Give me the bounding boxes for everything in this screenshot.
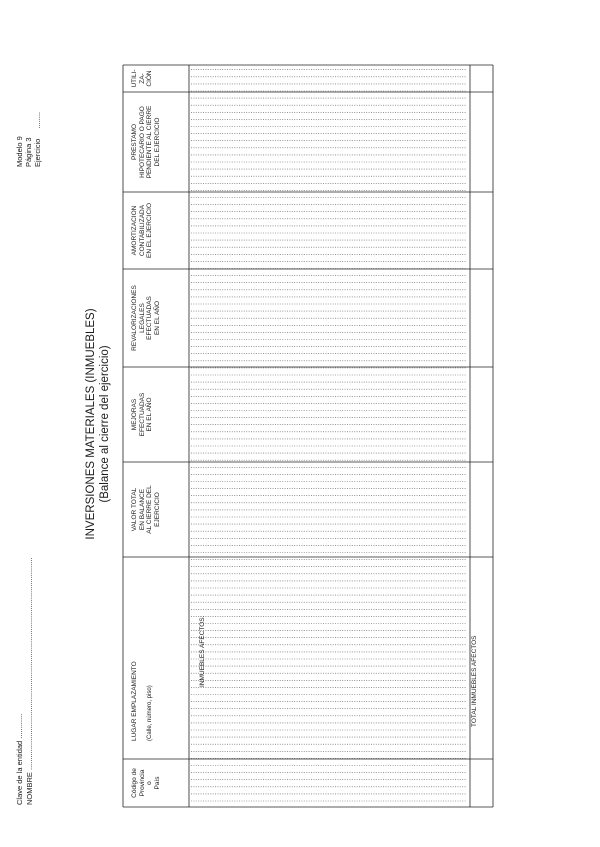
- page-label: Página 3: [24, 137, 33, 167]
- entity-key-label: Clave de la entidad: [15, 740, 24, 805]
- model-label: Modelo 9: [15, 136, 24, 167]
- page-title: INVERSIONES MATERIALES (INMUEBLES): [85, 308, 97, 540]
- column-header-line: CIÓN: [146, 70, 153, 87]
- column-header-line: LEGALES: [138, 303, 146, 333]
- column-header-line: o: [146, 781, 153, 785]
- column-header-8: [131, 67, 154, 90]
- exercise-field[interactable]: ........: [33, 111, 42, 129]
- entity-key-field[interactable]: ............: [15, 713, 24, 739]
- column-header-line: AL CIERRE DEL: [146, 485, 153, 534]
- column-header-line: EFECTUADAS: [146, 296, 153, 340]
- column-header-6: [131, 194, 154, 267]
- column-header-1: [131, 761, 161, 805]
- column-header-line: EN EL AÑO: [146, 397, 153, 432]
- column-header-7: [131, 94, 161, 190]
- column-header-line: EJERCICIO: [153, 492, 161, 527]
- page-subtitle: (Balance al cierre del ejercicio): [99, 345, 111, 503]
- column-header-line: PRÉSTAMO: [131, 124, 138, 160]
- column-header-line: MEJORAS: [131, 398, 138, 431]
- column-header-line: CONTABILIZADA: [138, 204, 146, 257]
- column-header-line: Código de: [131, 768, 138, 798]
- column-header-line: País: [153, 776, 161, 790]
- column-header-line: EN BALANCE: [138, 488, 146, 531]
- column-header-line: AMORTIZACIÓN: [131, 205, 138, 256]
- section-label-inmuebles-afectos: INMUEBLES AFECTOS:: [199, 615, 206, 687]
- column-header-2: [131, 543, 154, 741]
- column-header-note: (Calle, número, piso): [146, 685, 153, 741]
- column-header-line: PENDIENTE AL CIERRE: [146, 105, 153, 179]
- column-header-line: LUGAR EMPLAZAMIENTO: [131, 661, 138, 741]
- column-header-4: [131, 369, 154, 460]
- column-header-3: [131, 464, 161, 555]
- column-header-line: EN EL EJERCICIO: [146, 202, 153, 259]
- name-label: NOMBRE: [25, 772, 34, 805]
- column-header-line: HIPOTECARIO O PAGO: [138, 106, 146, 178]
- column-header-line: VALOR TOTAL: [131, 487, 138, 532]
- column-header-line: EN EL AÑO: [153, 300, 161, 336]
- total-inmuebles-afectos-label: TOTAL INMUEBLES AFECTOS: [471, 635, 478, 727]
- column-header-line: DEL EJERCICIO: [153, 117, 161, 167]
- column-header-line: EFECTUADAS: [138, 392, 146, 437]
- column-header-5: [131, 271, 161, 365]
- column-header-line: Provincia: [138, 769, 146, 797]
- name-field[interactable]: ......................................................................................................: [25, 557, 34, 770]
- column-header-line: REVALORIZACIONES: [131, 285, 138, 351]
- column-header-line: UTILI-: [131, 69, 138, 88]
- exercise-label: Ejercicio: [33, 138, 42, 167]
- column-header-line: ZA-: [138, 73, 146, 84]
